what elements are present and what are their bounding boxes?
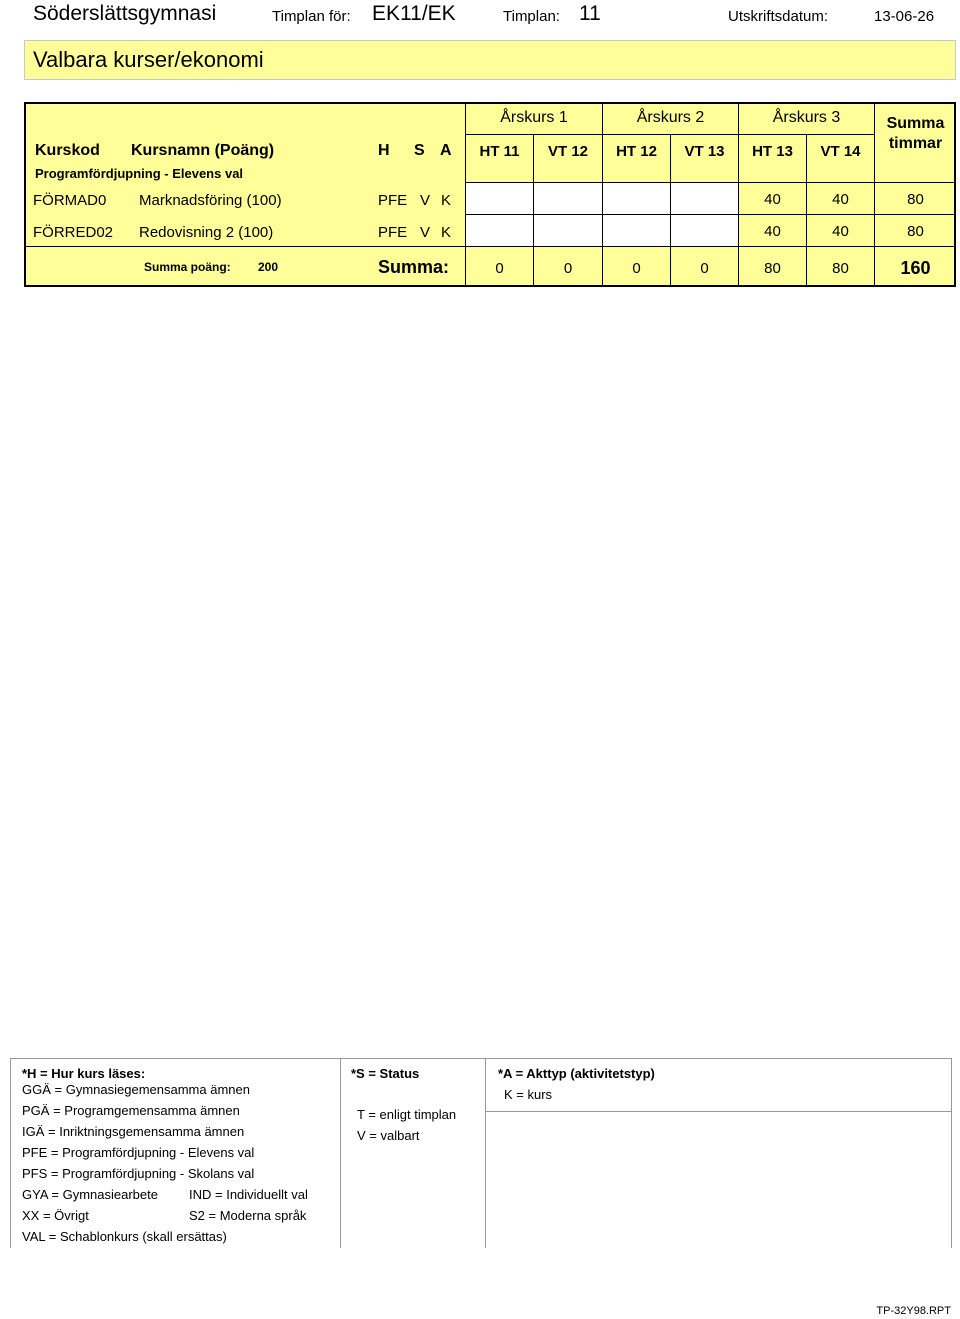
row-2-term-cell xyxy=(533,214,602,246)
term-ht12: HT 12 xyxy=(602,134,670,182)
row-2-h: PFE xyxy=(378,224,408,241)
row-1-code: FÖRMAD0 xyxy=(33,192,107,209)
row-2-total: 80 xyxy=(874,214,956,246)
legend-h-title: *H = Hur kurs läses: xyxy=(22,1066,146,1081)
row-1-term-cell xyxy=(465,182,533,214)
legend-a-item: K = kurs xyxy=(504,1087,553,1102)
row-1-h: PFE xyxy=(378,192,408,209)
legend-h-item: PGÄ = Programgemensamma ämnen xyxy=(22,1103,240,1118)
legend-h-item: PFE = Programfördjupning - Elevens val xyxy=(22,1145,255,1160)
year-2-header: Årskurs 2 xyxy=(602,102,738,134)
legend-a-title: *A = Akttyp (aktivitetstyp) xyxy=(498,1066,655,1081)
summa-term: 0 xyxy=(670,246,738,287)
summary-left xyxy=(26,246,465,287)
col-a: A xyxy=(440,142,452,159)
legend-ind: IND = Individuellt val xyxy=(189,1187,308,1202)
summa-total: 160 xyxy=(874,246,956,287)
row-1-term-cell: 40 xyxy=(806,182,874,214)
year-3-header: Årskurs 3 xyxy=(738,102,874,134)
row-2-term-cell xyxy=(465,214,533,246)
summa-term: 80 xyxy=(806,246,874,287)
row-1-term-cell: 40 xyxy=(738,182,806,214)
row-2-term-cell xyxy=(602,214,670,246)
timplan-value: 11 xyxy=(579,2,601,25)
summa-label: Summa: xyxy=(378,257,450,277)
school-name: Söderslättsgymnasi xyxy=(33,2,217,25)
row-1-term-cell xyxy=(670,182,738,214)
legend-xx: XX = Övrigt xyxy=(22,1208,89,1223)
summa-term: 0 xyxy=(465,246,533,287)
year-1-header: Årskurs 1 xyxy=(465,102,602,134)
legend-gya: GYA = Gymnasiearbete xyxy=(22,1187,158,1202)
timplan-for-label: Timplan för: xyxy=(272,8,351,25)
row-1-name: Marknadsföring (100) xyxy=(139,192,282,209)
legend-s2: S2 = Moderna språk xyxy=(189,1208,307,1223)
row-2-s: V xyxy=(420,224,431,241)
summa-term: 0 xyxy=(602,246,670,287)
summa-term: 0 xyxy=(533,246,602,287)
legend-h-item: IGÄ = Inriktningsgemensamma ämnen xyxy=(22,1124,245,1139)
legend-a-column xyxy=(486,1059,951,1248)
legend-val: VAL = Schablonkurs (skall ersättas) xyxy=(22,1229,227,1244)
summa-timmar-header: Summa timmar xyxy=(874,102,956,182)
row-2-term-cell xyxy=(670,214,738,246)
legend-s-item: V = valbart xyxy=(357,1128,420,1143)
col-kursnamn: Kursnamn (Poäng) xyxy=(131,142,275,159)
legend xyxy=(10,1058,952,1248)
row-1-a: K xyxy=(441,192,452,209)
term-ht11: HT 11 xyxy=(465,134,533,182)
row-2-a: K xyxy=(441,224,452,241)
row-2-code: FÖRRED02 xyxy=(33,224,114,241)
row-1-total: 80 xyxy=(874,182,956,214)
legend-s-title: *S = Status xyxy=(351,1066,420,1081)
legend-s-item: T = enligt timplan xyxy=(357,1107,457,1122)
legend-s-column xyxy=(341,1059,486,1248)
row-2-name: Redovisning 2 (100) xyxy=(139,224,274,241)
legend-a-divider xyxy=(486,1111,951,1112)
timplan-for-value: EK11/EK xyxy=(372,2,456,25)
course-table xyxy=(24,102,956,287)
print-date-label: Utskriftsdatum: xyxy=(728,8,829,25)
row-1-term-cell xyxy=(533,182,602,214)
legend-h-item: PFS = Programfördjupning - Skolans val xyxy=(22,1166,255,1181)
term-ht13: HT 13 xyxy=(738,134,806,182)
summa-poang-value: 200 xyxy=(258,260,279,274)
col-kurskod: Kurskod xyxy=(35,142,100,159)
row-1-s: V xyxy=(420,192,431,209)
subheading: Programfördjupning - Elevens val xyxy=(35,166,244,181)
row-2-term-cell: 40 xyxy=(806,214,874,246)
col-s: S xyxy=(414,142,425,159)
term-vt14: VT 14 xyxy=(806,134,874,182)
row-1-term-cell xyxy=(602,182,670,214)
section-title-box xyxy=(24,40,956,80)
report-id: TP-32Y98.RPT xyxy=(876,1305,951,1317)
print-date-value: 13-06-26 xyxy=(874,8,935,25)
legend-h-item: GGÄ = Gymnasiegemensamma ämnen xyxy=(22,1082,250,1097)
section-title: Valbara kurser/ekonomi xyxy=(33,47,264,72)
summa-term: 80 xyxy=(738,246,806,287)
row-2-term-cell: 40 xyxy=(738,214,806,246)
col-h: H xyxy=(378,142,390,159)
timplan-label: Timplan: xyxy=(503,8,560,25)
legend-h-column xyxy=(11,1059,341,1248)
term-vt13: VT 13 xyxy=(670,134,738,182)
term-vt12: VT 12 xyxy=(533,134,602,182)
summa-poang-label: Summa poäng: xyxy=(144,260,231,274)
